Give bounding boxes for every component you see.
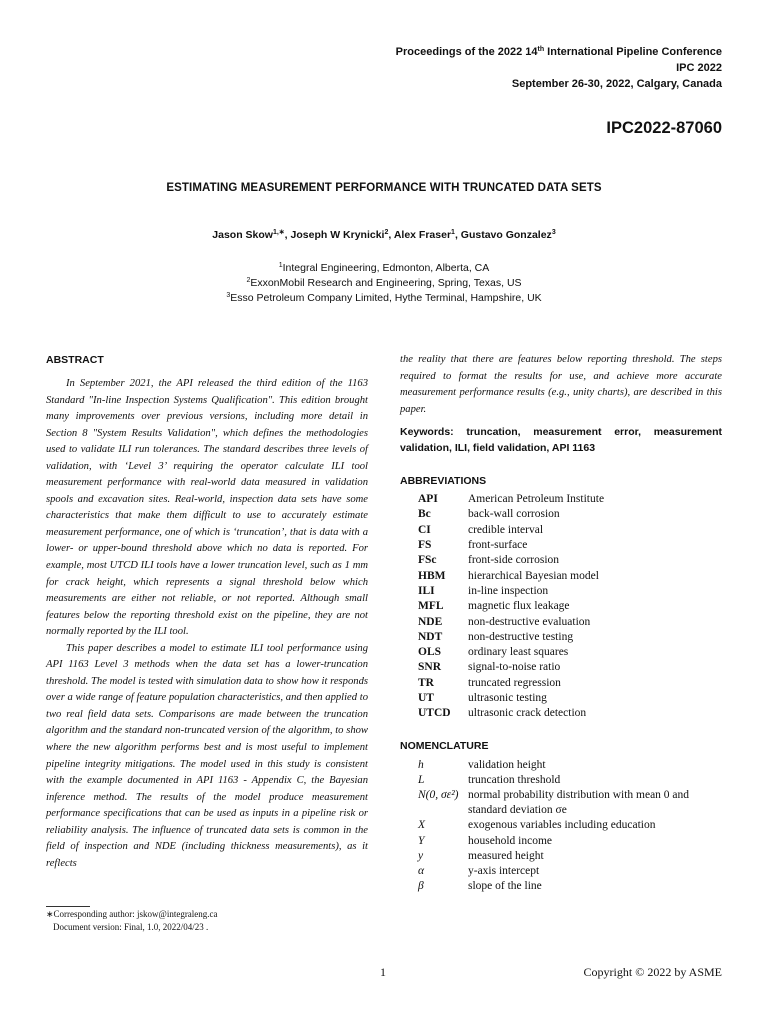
abbreviation-row (418, 599, 604, 614)
nomenclature-definition: household income (468, 834, 552, 847)
abbreviation-row (418, 676, 604, 691)
nomenclature-row (418, 864, 722, 879)
abbreviations-table (418, 492, 604, 721)
nomenclature-symbol: α (418, 865, 425, 878)
abbreviation-term: FS (418, 539, 432, 552)
abbreviation-definition: non-destructive evaluation (468, 615, 591, 628)
abbreviation-row (418, 691, 604, 706)
abbreviation-term: NDE (418, 615, 443, 628)
abbreviation-definition: magnetic flux leakage (468, 600, 570, 613)
abstract-heading: ABSTRACT (46, 354, 104, 366)
nomenclature-row (418, 758, 722, 773)
proceedings-line: Proceedings of the 2022 14th International Pipeline Conference (395, 46, 722, 58)
nomenclature-row (418, 788, 722, 818)
nomenclature-symbol: β (418, 880, 424, 893)
abbreviation-definition: ordinary least squares (468, 646, 569, 659)
nomenclature-definition: validation height (468, 758, 546, 771)
abbreviation-definition: front-surface (468, 539, 528, 552)
abbreviation-definition: signal-to-noise ratio (468, 661, 561, 674)
abstract-paragraph-2-continued: the reality that there are features below reporting threshold. The steps required to format the results for use, and achieve more accurate measurement performance results (e.g., unity charts), are described in this paper. (400, 354, 722, 415)
keywords: Keywords: truncation, measurement error, measurement validation, ILI, field validation, API 1163 (400, 426, 722, 455)
nomenclature-symbol: y (418, 849, 424, 862)
affiliation: $^1$Integral Engineering, Edmonton, Alberta, CA (278, 262, 490, 274)
abbreviation-term: ILI (418, 584, 435, 597)
footnote-rule (46, 906, 90, 907)
abbreviation-definition: non-destructive testing (468, 630, 574, 643)
footnote-document-version: Document version: Final, 1.0, 2022/04/23 . (53, 922, 209, 932)
abbreviation-term: UT (418, 692, 434, 705)
affiliation: $^3$Esso Petroleum Company Limited, Hythe Terminal, Hampshire, UK (226, 292, 542, 304)
nomenclature-symbol: L (418, 773, 425, 786)
author: Joseph W Krynicki$^2$ (290, 229, 389, 241)
nomenclature-symbol: X (418, 819, 426, 832)
abbreviation-definition: credible interval (468, 523, 544, 536)
abbreviation-row (418, 507, 604, 522)
abbreviation-term: SNR (418, 661, 442, 674)
abbreviation-term: HBM (418, 569, 446, 582)
nomenclature-heading: NOMENCLATURE (400, 739, 489, 752)
abbreviation-row (418, 492, 604, 507)
abbreviation-row (418, 553, 604, 568)
footnote-corresponding-author: ∗Corresponding author: jskow@integraleng.ca (46, 909, 218, 919)
right-column (400, 352, 722, 894)
abbreviation-row (418, 706, 604, 721)
nomenclature-definition: slope of the line (468, 880, 542, 893)
abstract-paragraph-2: This paper describes a model to estimate ILI tool performance using API 1163 Level 3 methods when the data set has a lower-truncation threshold. The model is tested with simulation data to show how it responds over a wide range of feature population characteristics, and then applied to two real field data sets. Comparisons are made between the truncation algorithm and the standard non-truncated version of the algorithm, to show where the new algorithm performs best and is most useful to implement pipeline integrity mitigations. The model used in this study is consistent with the example documented in API 1163 - Appendix C, the Bayesian inference method. The results of the model produce measurement performance specifications that can be used as inputs in a pipeline risk or reliability analysis. The influence of truncated data sets is common in the field of inspection and NDE (including thickness measurements), as it reflects (46, 642, 368, 869)
abbreviation-row (418, 615, 604, 630)
abbreviation-definition: ultrasonic testing (468, 692, 547, 705)
abbreviation-row (418, 569, 604, 584)
abbreviation-row (418, 645, 604, 660)
abbreviations-heading: ABBREVIATIONS (400, 475, 487, 488)
abbreviation-term: Bc (418, 508, 431, 521)
abbreviation-row (418, 630, 604, 645)
nomenclature-definition: truncation threshold (468, 773, 561, 786)
paper-title: ESTIMATING MEASUREMENT PERFORMANCE WITH TRUNCATED DATA SETS (166, 182, 602, 194)
nomenclature-row (418, 773, 722, 788)
author: Jason Skow$^{1,∗}$ (212, 229, 285, 241)
abstract-paragraph-1: In September 2021, the API released the third edition of the 1163 Standard "In-line Inspection Systems Qualification". This edition brought many improvements over previous versions, including more detail in Section 8 "System Results Validation", which defines the methodologies used to validate ILI run tolerances. The standard describes three levels of validation, with ‘Level 3’ requiring the operator calculate ILI tool measurement performance with real-world data measured in validation spools and excavation sites. Real-world, inspection data sets have some characteristics that make them difficult to use to accurately estimate measurement performance, one of which is ‘truncation’, that is data with a lower- or upper-bound threshold above which no data is reported. For example, most UTCD ILI tools have a lower truncation level, such as 1 mm for crack height, which represents a signal threshold below which measurements are either not reliable, or not reported. Although small features below the reporting threshold exist on the pipeline, they are not normally reported by the ILI tool. (46, 378, 368, 638)
copyright-notice: Copyright © 2022 by ASME (583, 965, 722, 979)
page-number: 1 (380, 965, 386, 979)
abbreviation-definition: ultrasonic crack detection (468, 707, 587, 720)
left-column (46, 352, 368, 872)
abbreviation-term: API (418, 493, 438, 506)
paper-id: IPC2022-87060 (606, 119, 722, 137)
abbreviation-term: NDT (418, 630, 443, 643)
nomenclature-row (418, 849, 722, 864)
footnotes (46, 908, 218, 934)
author-list: Jason Skow$^{1,∗}$, Joseph W Krynicki$^2$, Alex Fraser$^1$, Gustavo Gonzalez$^3$ (212, 229, 556, 241)
conference-name: IPC 2022 (676, 62, 722, 74)
nomenclature-row (418, 879, 722, 894)
nomenclature-row (418, 818, 722, 833)
abbreviation-term: TR (418, 676, 434, 689)
abbreviation-row (418, 523, 604, 538)
nomenclature-definition: y-axis intercept (468, 865, 540, 878)
nomenclature-row (418, 834, 722, 849)
abbreviation-term: OLS (418, 646, 442, 659)
abbreviation-definition: American Petroleum Institute (468, 493, 605, 506)
conference-dates: September 26-30, 2022, Calgary, Canada (511, 78, 722, 90)
abbreviation-definition: hierarchical Bayesian model (468, 569, 599, 582)
nomenclature-table (418, 758, 722, 895)
nomenclature-definition: measured height (468, 849, 544, 862)
abbreviation-definition: back-wall corrosion (468, 508, 560, 521)
abbreviation-row (418, 584, 604, 599)
abbreviation-term: UTCD (418, 707, 451, 720)
abbreviation-row (418, 660, 604, 675)
abbreviation-term: FSc (418, 554, 437, 567)
nomenclature-definition: exogenous variables including education (468, 819, 656, 832)
abbreviation-row (418, 538, 604, 553)
nomenclature-symbol: h (418, 758, 424, 771)
nomenclature-symbol: Y (418, 834, 425, 847)
abbreviation-term: CI (418, 523, 431, 536)
proceedings-header (396, 44, 722, 92)
abbreviation-definition: truncated regression (468, 676, 561, 689)
nomenclature-definition: normal probability distribution with mean 0 and standard deviation σe (468, 789, 690, 817)
abbreviation-definition: front-side corrosion (468, 554, 560, 567)
abbreviation-definition: in-line inspection (468, 584, 549, 597)
abbreviation-term: MFL (418, 600, 444, 613)
affiliation: $^2$ExxonMobil Research and Engineering, Spring, Texas, US (246, 277, 522, 289)
author: Gustavo Gonzalez$^3$ (460, 229, 556, 241)
nomenclature-symbol: N(0, σε²) (418, 789, 459, 802)
affiliation-list (0, 261, 768, 306)
author: Alex Fraser$^1$ (393, 229, 455, 241)
